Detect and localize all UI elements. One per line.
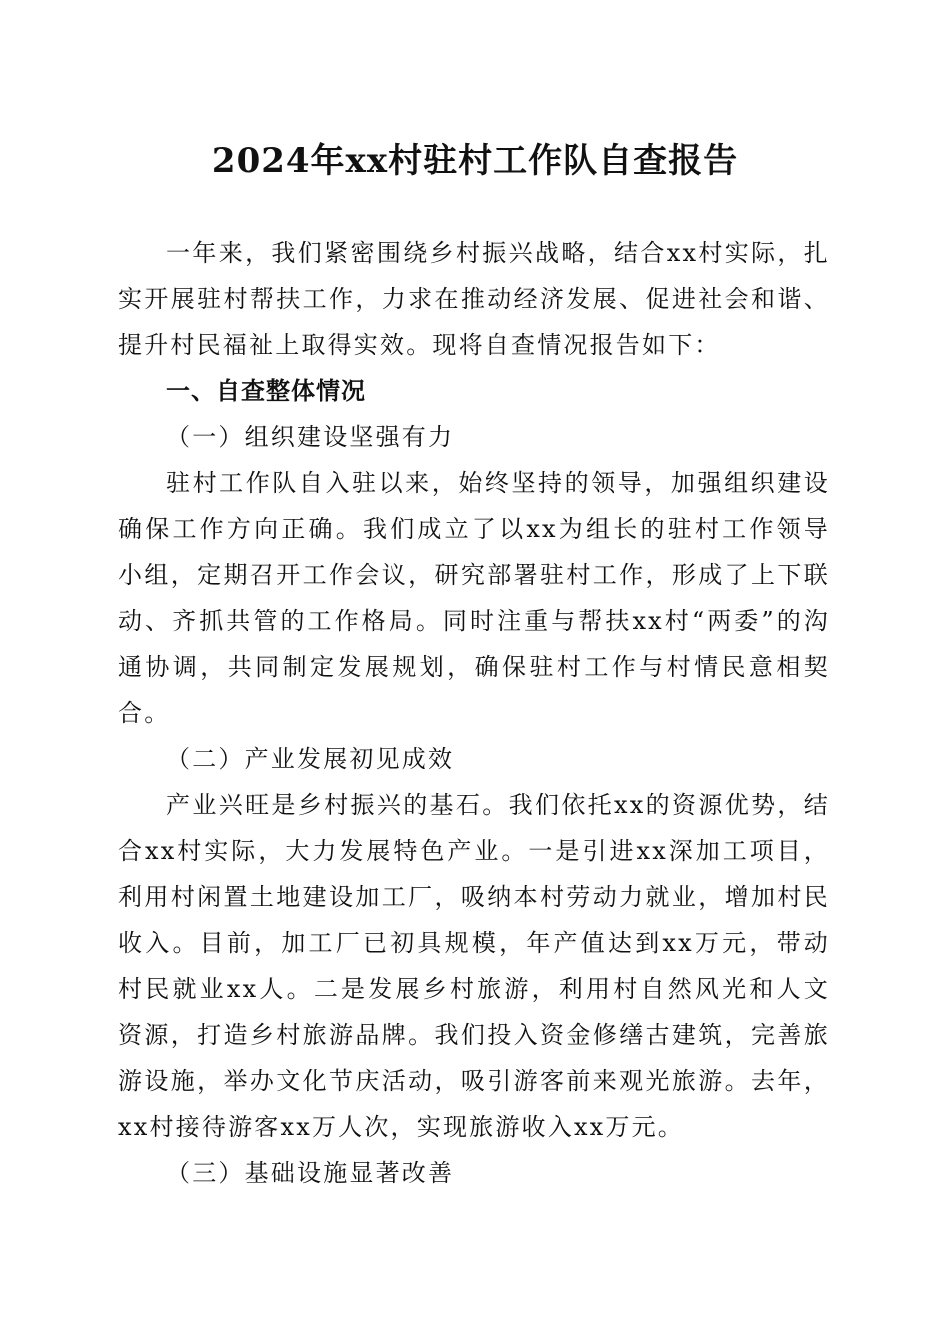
document-title: 2024年xx村驻村工作队自查报告 [211,141,739,181]
organization-paragraph: 驻村工作队自入驻以来，始终坚持的领导，加强组织建设确保工作方向正确。我们成立了以xx为组长的驻村工作领导小组，定期召开工作会议，研究部署驻村工作，形成了上下联动、齐抓共管的工作格局。同时注重与帮扶xx村“两委”的沟通协调，共同制定发展规划，确保驻村工作与村情民意相契合。 [118,469,830,727]
subsection-heading-industry: （二）产业发展初见成效 [166,745,455,773]
subsection-heading-infrastructure: （三）基础设施显著改善 [166,1159,455,1187]
section-heading-overall: 一、自查整体情况 [166,377,366,405]
intro-paragraph: 一年来，我们紧密围绕乡村振兴战略，结合xx村实际，扎实开展驻村帮扶工作，力求在推动经济发展、促进社会和谐、提升村民福祉上取得实效。现将自查情况报告如下： [118,239,830,359]
industry-paragraph: 产业兴旺是乡村振兴的基石。我们依托xx的资源优势，结合xx村实际，大力发展特色产业。一是引进xx深加工项目，利用村闲置土地建设加工厂，吸纳本村劳动力就业，增加村民收入。目前，加工厂已初具规模，年产值达到xx万元，带动村民就业xx人。二是发展乡村旅游，利用村自然风光和人文资源，打造乡村旅游品牌。我们投入资金修缮古建筑，完善旅游设施，举办文化节庆活动，吸引游客前来观光旅游。去年，xx村接待游客xx万人次，实现旅游收入xx万元。 [118,791,830,1141]
subsection-heading-organization: （一）组织建设坚强有力 [166,423,455,451]
document-body [118,230,830,1196]
